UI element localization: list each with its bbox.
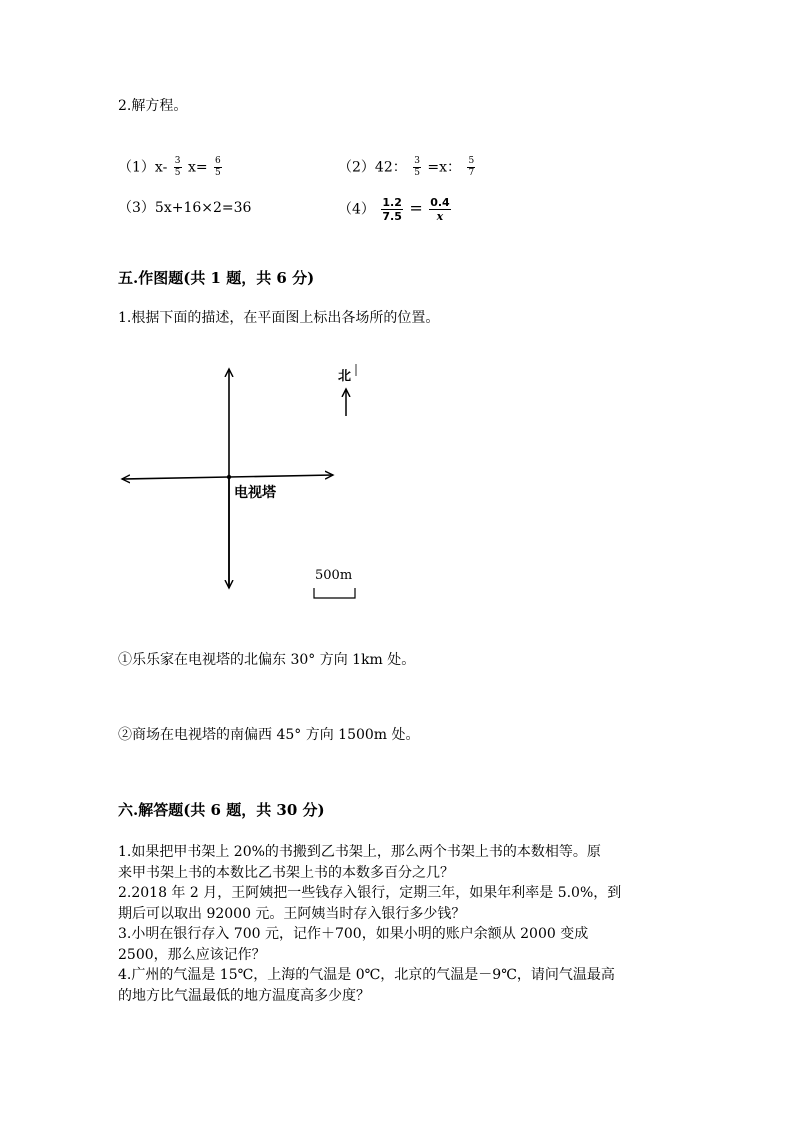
scale-bar <box>314 588 355 598</box>
section-6-question-1 <box>118 842 678 1006</box>
section-6-question-3-line-2: 2500，那么应该记作？ <box>118 946 266 963</box>
equation-2-label: （2） <box>338 159 375 176</box>
section-6-question-2-line-2: 期后可以取出 92000 元。王阿姨当时存入银行多少钱？ <box>118 905 466 922</box>
equation-4-equals: = <box>409 198 423 218</box>
section-5-question-1: 1.根据下面的描述，在平面图上标出各场所的位置。 <box>118 310 440 326</box>
equation-2-fraction-a: $\frac{3}{5}$ <box>414 156 420 178</box>
equation-1-fraction-b: $\frac{6}{5}$ <box>215 156 221 178</box>
equation-4-fraction-b: $\frac{0.4}{x}$ <box>430 196 450 223</box>
equation-4-label: （4） <box>338 201 375 218</box>
center-point <box>227 475 231 479</box>
equation-2-mid: =x： <box>427 159 462 176</box>
equation-1-mid: x= <box>187 159 208 176</box>
equation-2-pre: 42： <box>374 159 407 176</box>
section-6-question-2-line-1: 2.2018 年 2 月，王阿姨把一些钱存入银行，定期三年，如果年利率是 5.0%，到 <box>118 885 622 901</box>
section-6-question-4-line-1: 4.广州的气温是 15℃，上海的气温是 0℃，北京的气温是－9℃，请问气温最高 <box>118 967 615 983</box>
section-5-title: 五.作图题(共 1 题，共 6 分) <box>118 269 315 287</box>
tv-tower-label: 电视塔 <box>234 485 276 501</box>
north-label: 北 <box>338 369 352 384</box>
section-6-question-4-line-2: 的地方比气温最低的地方温度高多少度？ <box>118 987 370 1004</box>
equation-1-label: （1） <box>118 159 155 176</box>
scale-label: 500m <box>315 568 353 583</box>
equation-3-text: 5x+16×2=36 <box>154 200 252 216</box>
section-6-question-3-line-1: 3.小明在银行存入 700 元，记作＋700，如果小明的账户余额从 2000 变成 <box>118 926 589 942</box>
section-6-question-1-line-1: 1.如果把甲书架上 20%的书搬到乙书架上，那么两个书架上书的本数相等。原 <box>118 844 601 860</box>
equation-3-label: （3） <box>118 200 155 216</box>
question-2-title: 2.解方程。 <box>118 98 188 114</box>
section-5-item-1: ①乐乐家在电视塔的北偏东 30° 方向 1km 处。 <box>118 652 416 668</box>
section-5-item-2: ②商场在电视塔的南偏西 45° 方向 1500m 处。 <box>118 727 420 743</box>
horizontal-axis-left <box>122 477 229 479</box>
section-6-title: 六.解答题(共 6 题，共 30 分) <box>118 801 325 819</box>
equation-1-pre: x- <box>154 159 168 176</box>
horizontal-axis-right <box>229 475 333 477</box>
equation-2-fraction-b: $\frac{5}{7}$ <box>468 156 475 178</box>
equation-1-fraction-a: $\frac{3}{5}$ <box>174 156 181 178</box>
equation-4-fraction-a: $\frac{1.2}{7.5}$ <box>382 196 402 223</box>
section-6-question-1-line-2: 来甲书架上书的本数比乙书架上书的本数多百分之几？ <box>118 864 454 881</box>
